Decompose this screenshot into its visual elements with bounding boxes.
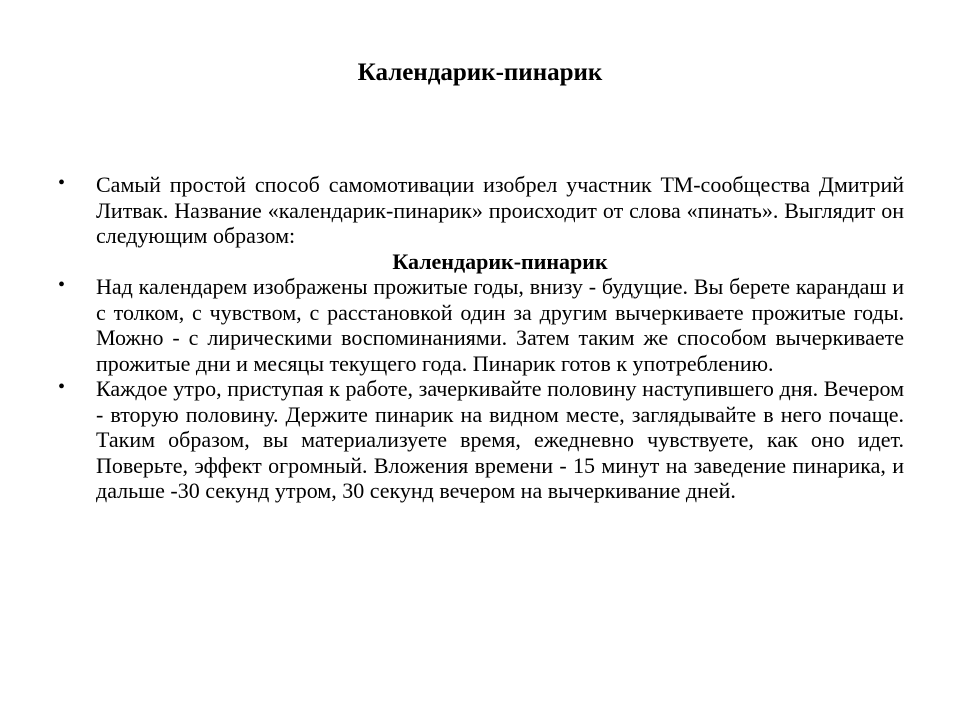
bullet-icon: • — [58, 274, 66, 296]
calendar-subheading: Календарик-пинарик — [392, 248, 608, 274]
bullet-text: Над календарем изображены прожитые годы, внизу - будущие. Вы берете карандаш и с толком, с чувством, с расстановкой один за другим вычеркиваете прожитые годы. Можно - с лирическими воспоминаниями. Затем таким же способом вычеркиваете прожитые дни и месяцы текущего года. Пинарик готов к употреблению. — [96, 274, 904, 376]
bullet-icon: • — [58, 376, 66, 398]
bullet-text: Каждое утро, приступая к работе, зачеркивайте половину наступившего дня. Вечером - вторую половину. Держите пинарик на видном месте, заглядывайте в него почаще. Таким образом, вы материализуете время, ежедневно чувствуете, как оно идет. Поверьте, эффект огромный. Вложения времени - 15 минут на заведение пинарика, и дальше -30 секунд утром, 30 секунд вечером на вычеркивание дней. — [96, 376, 904, 503]
bullet-item — [58, 172, 904, 249]
bullet-list — [58, 274, 904, 504]
bullet-item — [58, 274, 904, 376]
bullet-icon: • — [58, 172, 66, 194]
slide-content — [58, 172, 904, 504]
bullet-item — [58, 376, 904, 504]
bullet-list — [58, 172, 904, 249]
slide-title: Календарик-пинарик — [357, 59, 603, 86]
bullet-text: Самый простой способ самомотивации изобрел участник ТМ-сообщества Дмитрий Литвак. Название «календарик-пинарик» происходит от слова «пинать». Выглядит он следующим образом: — [96, 172, 904, 248]
